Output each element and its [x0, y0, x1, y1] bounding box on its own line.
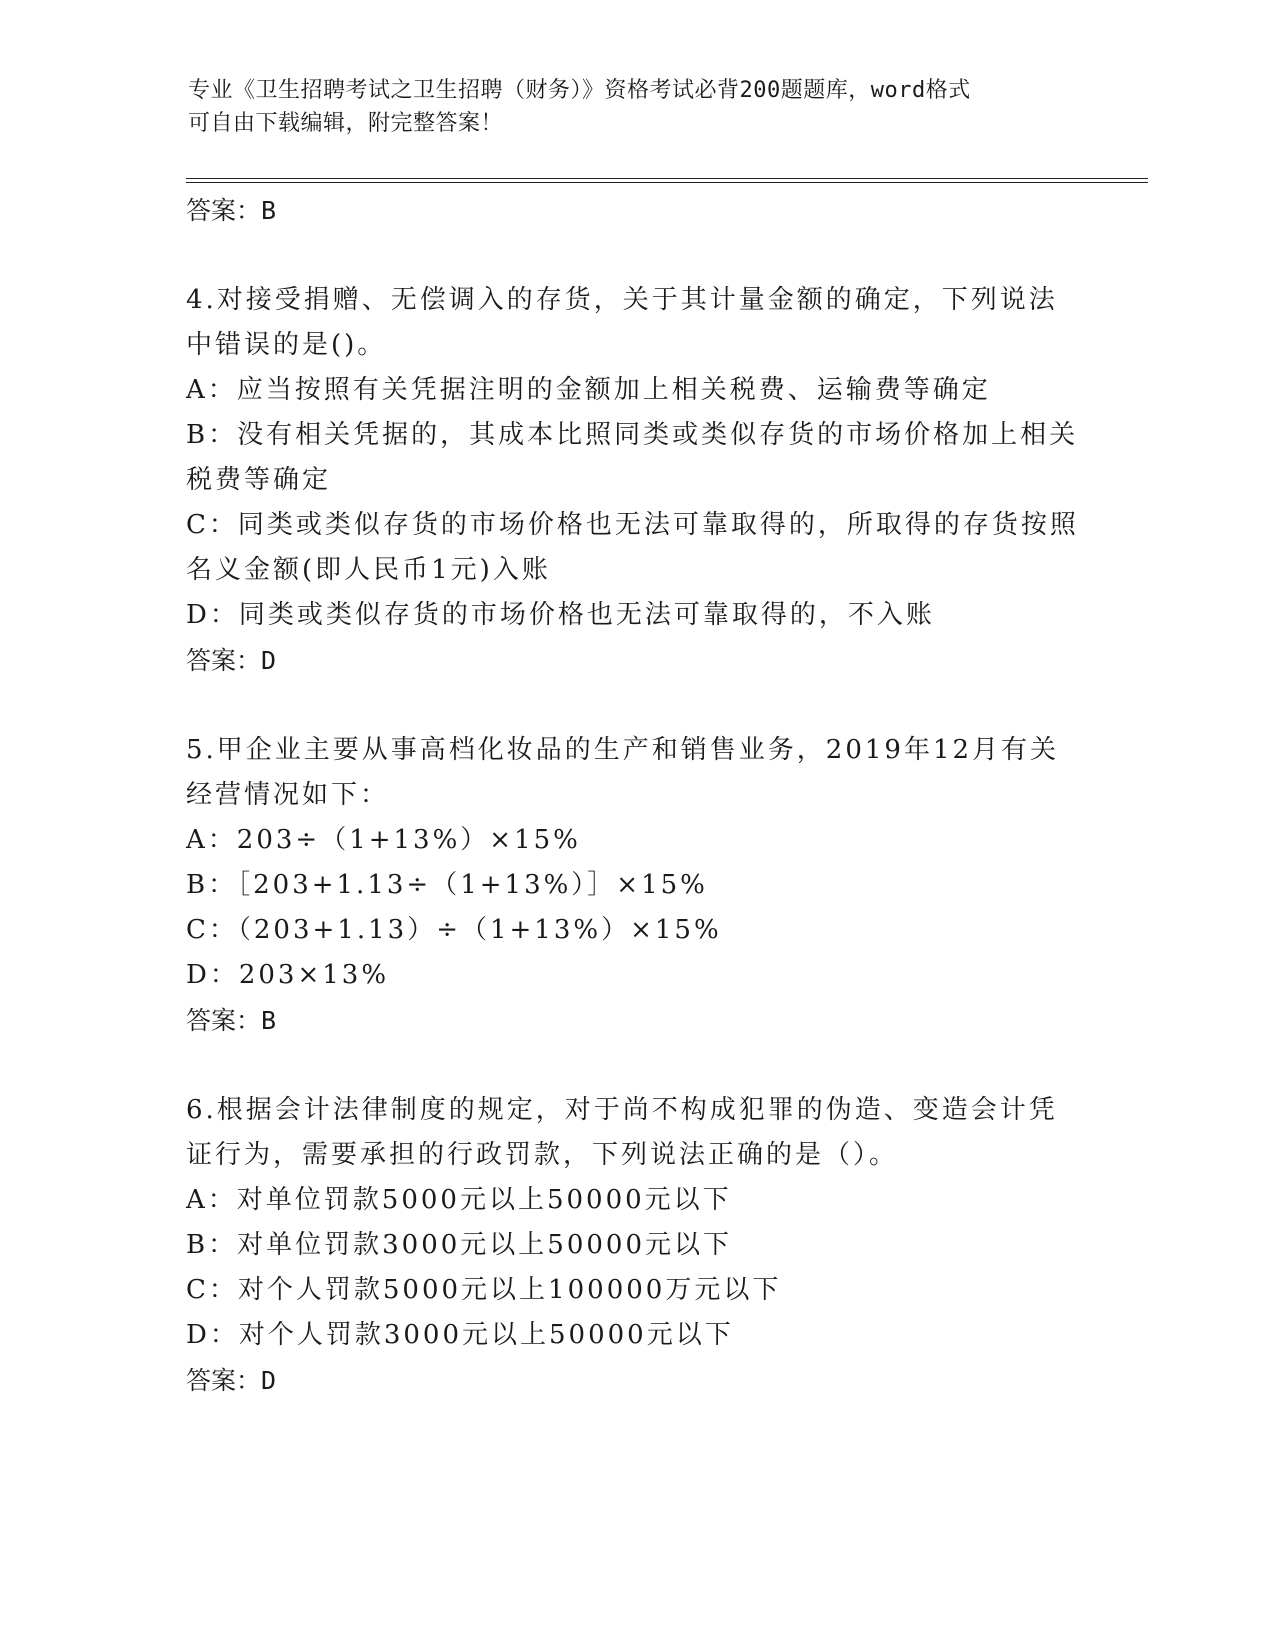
question-text: 6.根据会计法律制度的规定，对于尚不构成犯罪的伪造、变造会计凭证行为，需要承担的行政罚款，下列说法正确的是（）。	[186, 1095, 1058, 1170]
question-text: 5.甲企业主要从事高档化妆品的生产和销售业务，2019年12月有关经营情况如下：	[186, 735, 1060, 810]
answer-label: 答案：D	[186, 1366, 277, 1395]
header-line-2: 可自由下载编辑，附完整答案！	[188, 111, 504, 136]
question-5	[186, 728, 1086, 1044]
question-4	[186, 278, 1086, 684]
option-b: B：对单位罚款3000元以上50000元以下	[186, 1230, 732, 1260]
option-c: C：对个人罚款5000元以上100000万元以下	[186, 1275, 782, 1305]
header-divider	[186, 178, 1148, 183]
option-a: A：对单位罚款5000元以上50000元以下	[186, 1185, 732, 1215]
header-line-1: 专业《卫生招聘考试之卫生招聘（财务）》资格考试必背200题题库，word格式	[188, 78, 971, 103]
document-header	[188, 74, 1088, 140]
question-6	[186, 1088, 1086, 1404]
option-b: B：没有相关凭据的，其成本比照同类或类似存货的市场价格加上相关税费等确定	[186, 420, 1079, 495]
option-b: B：［203+1.13÷（1+13%）］×15%	[186, 870, 708, 900]
answer-label: 答案：B	[186, 1006, 277, 1035]
question-text: 4.对接受捐赠、无偿调入的存货，关于其计量金额的确定，下列说法中错误的是()。	[186, 285, 1058, 360]
document-body	[186, 188, 1086, 1404]
option-d: D：同类或类似存货的市场价格也无法可靠取得的，不入账	[186, 600, 935, 630]
option-a: A：203÷（1+13%）×15%	[186, 825, 581, 855]
option-d: D：203×13%	[186, 960, 390, 990]
option-a: A：应当按照有关凭据注明的金额加上相关税费、运输费等确定	[186, 375, 991, 405]
option-d: D：对个人罚款3000元以上50000元以下	[186, 1320, 734, 1350]
answer-label: 答案：D	[186, 646, 277, 675]
option-c: C：（203+1.13）÷（1+13%）×15%	[186, 915, 722, 945]
answer-label: 答案：B	[186, 196, 277, 225]
option-c: C：同类或类似存货的市场价格也无法可靠取得的，所取得的存货按照名义金额(即人民币1元)入账	[186, 510, 1079, 585]
